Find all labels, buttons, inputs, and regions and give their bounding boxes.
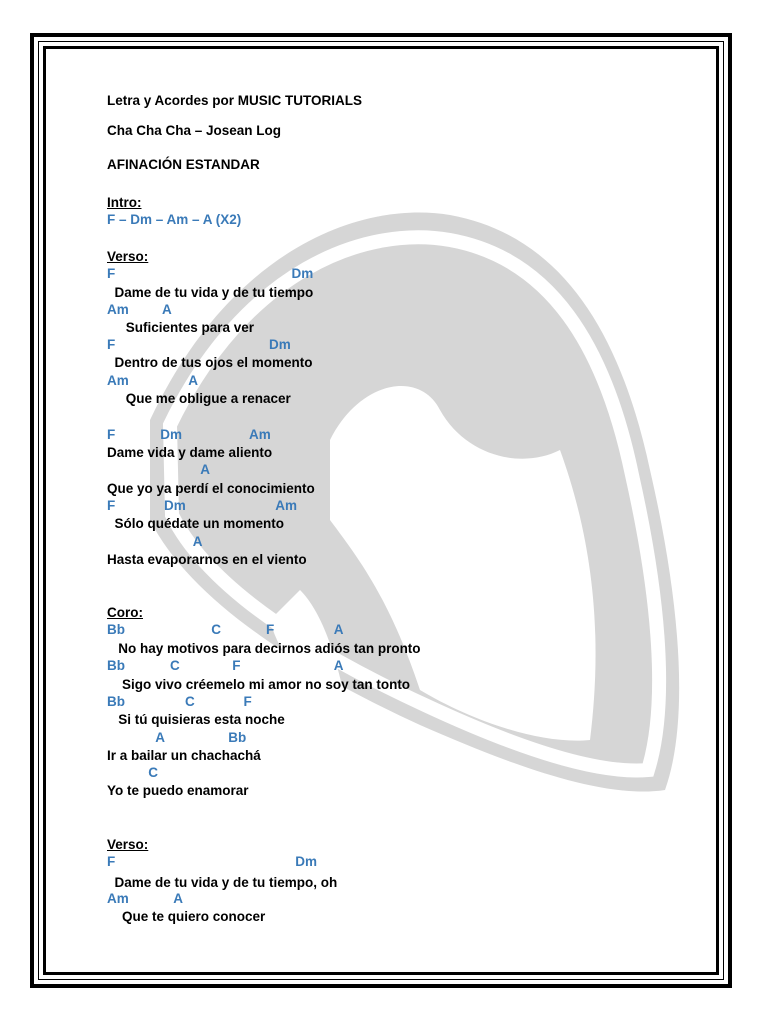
- chord-line: C: [107, 765, 159, 780]
- lyric-line: Dame vida y dame aliento: [107, 445, 273, 460]
- chorus-heading: Coro:: [107, 605, 143, 620]
- lyric-line: No hay motivos para decirnos adiós tan pronto: [107, 641, 421, 656]
- chord-line: A: [107, 462, 211, 477]
- chord-line: F Dm Am: [107, 427, 271, 442]
- intro-chords: F – Dm – Am – A (X2): [107, 212, 242, 227]
- lyric-line: Hasta evaporarnos en el viento: [107, 552, 307, 567]
- lyric-line: Suficientes para ver: [107, 320, 255, 335]
- lyric-line: Que yo ya perdí el conocimiento: [107, 481, 315, 496]
- chord-line: Bb C F A: [107, 622, 344, 637]
- lyric-line: Dame de tu vida y de tu tiempo, oh: [107, 875, 338, 890]
- chord-line: Am A: [107, 373, 199, 388]
- lyric-line: Dame de tu vida y de tu tiempo: [107, 285, 314, 300]
- lyric-line: Que me obligue a renacer: [107, 391, 291, 406]
- tuning-label: AFINACIÓN ESTANDAR: [107, 157, 260, 172]
- lyric-line: Dentro de tus ojos el momento: [107, 355, 313, 370]
- chord-line: Am A: [107, 302, 172, 317]
- chord-line: F Dm Am: [107, 498, 298, 513]
- lyric-line: Sigo vivo créemelo mi amor no soy tan tonto: [107, 677, 411, 692]
- chord-line: Bb C F: [107, 694, 252, 709]
- lyric-line: Que te quiero conocer: [107, 909, 266, 924]
- lyric-line: Yo te puedo enamorar: [107, 783, 249, 798]
- chord-line: F Dm: [107, 854, 318, 869]
- lyric-line: Sólo quédate un momento: [107, 516, 285, 531]
- chord-line: A Bb: [107, 730, 247, 745]
- chord-line: Bb C F A: [107, 658, 344, 673]
- chord-line: Am A: [107, 891, 184, 906]
- chord-line: F Dm: [107, 337, 291, 352]
- song-title: Cha Cha Cha – Josean Log: [107, 123, 282, 138]
- lyric-line: Ir a bailar un chachachá: [107, 748, 261, 763]
- verse-heading: Verso:: [107, 837, 149, 852]
- intro-heading: Intro:: [107, 195, 142, 210]
- chord-line: F Dm: [107, 266, 314, 281]
- chord-line: A: [107, 534, 203, 549]
- lyric-line: Si tú quisieras esta noche: [107, 712, 285, 727]
- verse-heading: Verso:: [107, 249, 149, 264]
- credit-line: Letra y Acordes por MUSIC TUTORIALS: [107, 93, 363, 108]
